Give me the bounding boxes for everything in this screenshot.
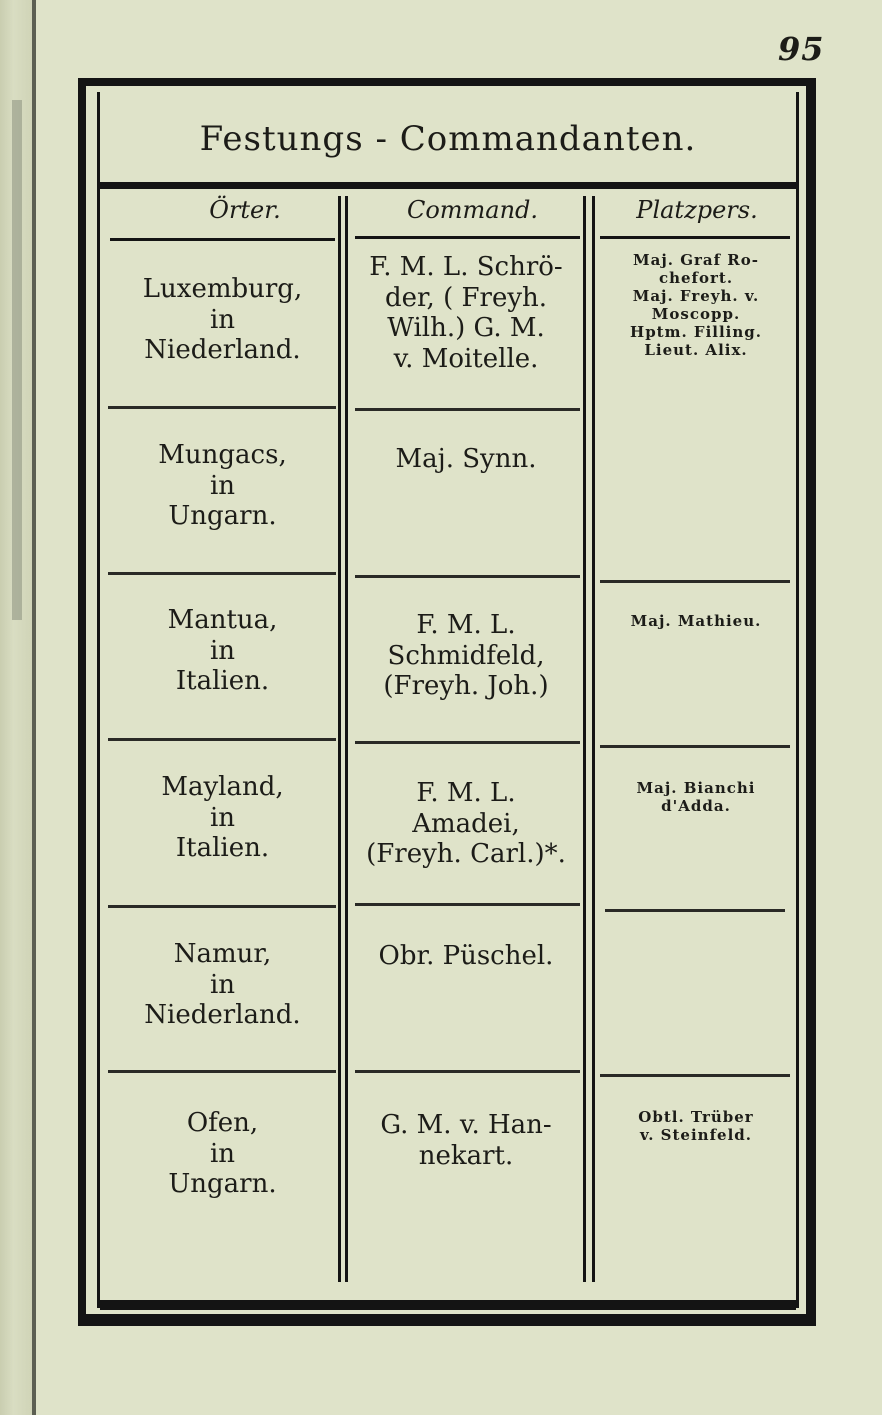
place-cell <box>110 1108 335 1200</box>
place-preposition: in <box>209 635 236 666</box>
staff-line: Maj. Freyh. v. <box>632 287 760 305</box>
row-rule <box>355 741 580 744</box>
place-region: Niederland. <box>144 1000 301 1031</box>
commandant-cell <box>350 941 582 972</box>
staff-line: Maj. Bianchi <box>636 779 756 797</box>
bottom-rule <box>100 1300 796 1310</box>
commandant-line: F. M. L. <box>416 610 516 640</box>
header-rule-commandant <box>355 236 580 239</box>
column-header-staff: Platzpers. <box>636 196 758 224</box>
staff-line: Maj. Mathieu. <box>630 612 762 630</box>
commandant-line: F. M. L. <box>416 778 516 808</box>
row-rule <box>108 406 336 409</box>
staff-line: Maj. Graf Ro- <box>633 251 759 269</box>
staff-line: Lieut. Alix. <box>644 341 748 359</box>
place-name: Luxemburg, <box>142 274 303 304</box>
column-divider-2b <box>592 196 595 1282</box>
commandant-line: (Freyh. Carl.)*. <box>366 839 566 870</box>
commandant-line: der, ( Freyh. <box>384 282 548 313</box>
place-name: Mayland, <box>161 772 284 802</box>
row-rule <box>600 1074 790 1077</box>
staff-line: Obtl. Trüber <box>638 1108 754 1126</box>
place-preposition: in <box>209 1138 236 1169</box>
row-rule <box>355 1070 580 1073</box>
place-region: Niederland. <box>144 335 301 366</box>
gutter-edge <box>32 0 36 1415</box>
place-region: Ungarn. <box>168 1169 277 1200</box>
commandant-line: Amadei, <box>412 808 520 839</box>
place-region: Ungarn. <box>168 501 277 532</box>
staff-cell <box>598 1108 794 1144</box>
place-region: Italien. <box>175 666 270 697</box>
commandant-line: v. Moitelle. <box>393 344 539 375</box>
place-cell <box>110 274 335 366</box>
commandant-line: Schmidfeld, <box>387 640 545 671</box>
header-rule-places <box>110 238 335 241</box>
page-number: 95 <box>778 30 825 68</box>
place-region: Italien. <box>175 833 270 864</box>
commandant-line: Obr. Püschel. <box>378 941 554 971</box>
header-rule-staff <box>600 236 790 239</box>
column-header-places: Örter. <box>209 196 281 224</box>
place-name: Mantua, <box>167 605 278 635</box>
staff-line: Hptm. Filling. <box>630 323 762 341</box>
commandant-line: (Freyh. Joh.) <box>383 671 549 702</box>
title-box <box>100 96 796 182</box>
place-cell <box>110 772 335 864</box>
place-preposition: in <box>209 470 236 501</box>
staff-cell <box>598 612 794 630</box>
place-preposition: in <box>209 802 236 833</box>
row-rule <box>108 572 336 575</box>
staff-line: d'Adda. <box>661 797 731 815</box>
row-rule <box>355 408 580 411</box>
commandant-cell <box>350 778 582 870</box>
column-divider-2a <box>583 196 586 1282</box>
row-rule <box>355 903 580 906</box>
page-title: Festungs - Commandanten. <box>199 119 697 159</box>
column-header-commandant: Command. <box>406 196 539 224</box>
place-name: Mungacs, <box>158 440 287 470</box>
commandant-cell <box>350 610 582 702</box>
row-rule <box>108 738 336 741</box>
row-rule <box>600 745 790 748</box>
staff-line: Moscopp. <box>651 305 741 323</box>
column-divider-1b <box>345 196 348 1282</box>
commandant-line: Maj. Synn. <box>395 444 537 474</box>
commandant-line: Wilh.) G. M. <box>387 313 545 344</box>
place-cell <box>110 939 335 1031</box>
row-rule <box>108 1070 336 1073</box>
place-name: Ofen, <box>186 1108 259 1138</box>
row-rule <box>108 905 336 908</box>
place-preposition: in <box>209 304 236 335</box>
place-name: Namur, <box>173 939 272 969</box>
staff-line: chefort. <box>658 269 734 287</box>
gutter-shadow <box>12 100 22 620</box>
commandant-line: nekart. <box>418 1140 514 1171</box>
commandant-line: F. M. L. Schrö- <box>369 252 563 282</box>
place-cell <box>110 440 335 532</box>
staff-cell <box>598 779 794 815</box>
column-divider-1a <box>338 196 341 1282</box>
commandant-cell <box>350 1110 582 1171</box>
staff-line: v. Steinfeld. <box>640 1126 752 1144</box>
place-preposition: in <box>209 969 236 1000</box>
row-rule <box>355 575 580 578</box>
row-rule <box>600 580 790 583</box>
commandant-cell <box>350 252 582 375</box>
commandant-line: G. M. v. Han- <box>380 1110 552 1140</box>
row-rule <box>605 909 785 912</box>
commandant-cell <box>350 444 582 475</box>
staff-cell <box>598 251 794 359</box>
title-rule <box>100 182 796 189</box>
place-cell <box>110 605 335 697</box>
